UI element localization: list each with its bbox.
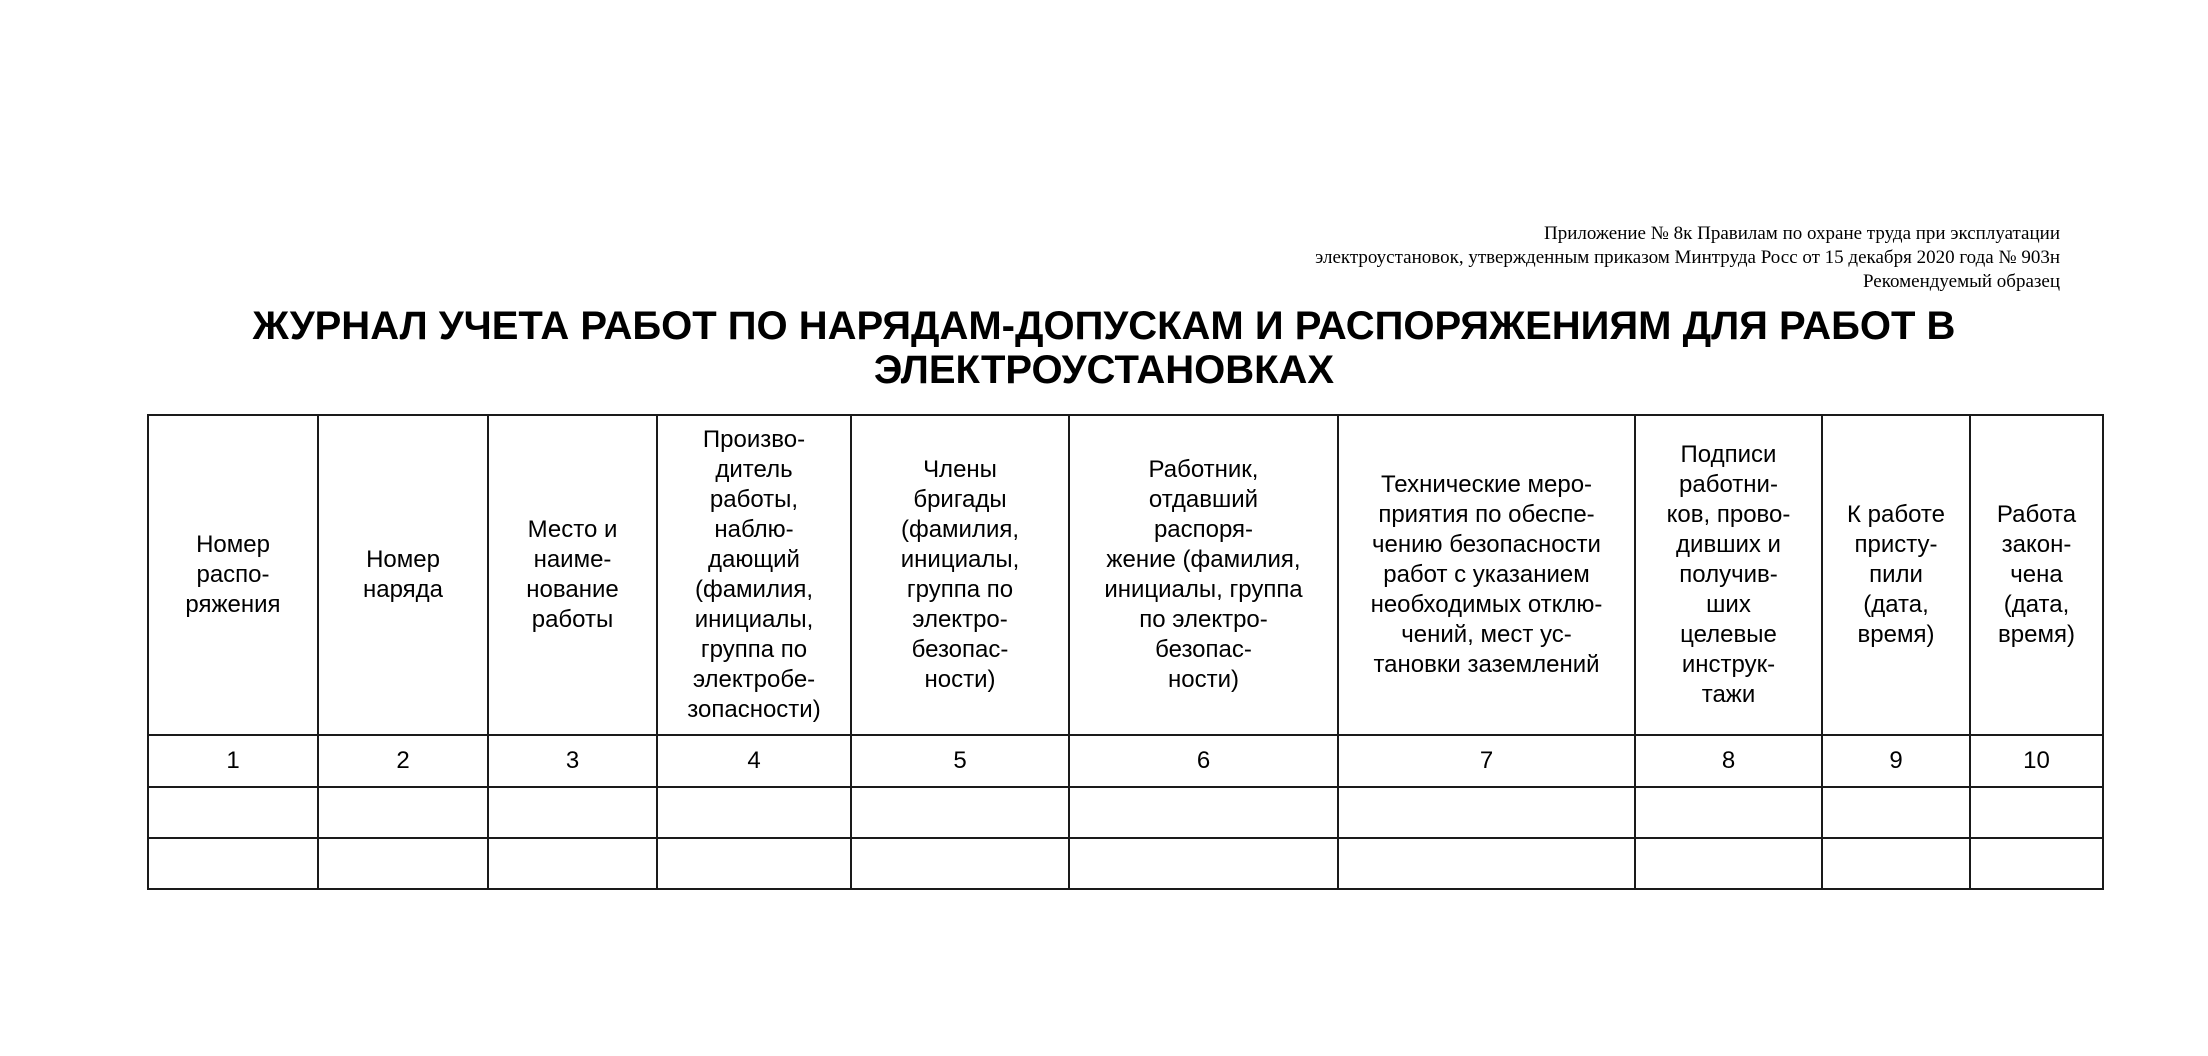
header-note-line-1: Приложение № 8к Правилам по охране труда при эксплуатации [1544,223,2060,244]
empty-cell [657,787,851,838]
empty-cell [851,838,1069,889]
empty-cell [1338,838,1635,889]
column-number: 7 [1338,735,1635,787]
column-header-briefing-signatures: Подписи работни- ков, прово- дивших и получив- ших целевые инструк- тажи [1635,415,1822,735]
empty-cell [488,838,657,889]
empty-cell [1822,787,1970,838]
column-number: 2 [318,735,488,787]
column-header-order-issuer: Работник, отдавший распоря- жение (фамилия, инициалы, группа по электро- безопас- ности) [1069,415,1338,735]
column-number: 8 [1635,735,1822,787]
empty-cell [851,787,1069,838]
empty-cell [1069,838,1338,889]
empty-cell [318,838,488,889]
empty-cell [318,787,488,838]
column-number: 6 [1069,735,1338,787]
column-header-safety-measures: Технические меро- приятия по обеспе- чению безопасности работ с указанием необходимых отклю- чений, мест ус- тановки заземлений [1338,415,1635,735]
column-number: 3 [488,735,657,787]
column-header-order-number: Номер распо- ряжения [148,415,318,735]
empty-cell [1822,838,1970,889]
column-number-row [148,735,2103,787]
column-number: 10 [1970,735,2103,787]
header-row [148,415,2103,735]
empty-cell [148,838,318,889]
empty-cell [657,838,851,889]
column-header-work-finished: Работа закон- чена (дата, время) [1970,415,2103,735]
empty-cell [1338,787,1635,838]
table-row [148,787,2103,838]
column-header-permit-number: Номер наряда [318,415,488,735]
column-header-work-place: Место и наиме- нование работы [488,415,657,735]
table-row [148,838,2103,889]
empty-cell [1635,787,1822,838]
column-number: 5 [851,735,1069,787]
column-number: 1 [148,735,318,787]
page-title: ЖУРНАЛ УЧЕТА РАБОТ ПО НАРЯДАМ-ДОПУСКАМ И РАСПОРЯЖЕНИЯМ ДЛЯ РАБОТ В ЭЛЕКТРОУСТАНОВКАХ [252,304,1956,392]
empty-cell [1970,838,2103,889]
column-number: 9 [1822,735,1970,787]
journal-table [147,414,2104,890]
header-note [860,222,2060,294]
header-note-line-3: Рекомендуемый образец [1862,271,2060,292]
column-header-work-manager: Произво- дитель работы, наблю- дающий (фамилия, инициалы, группа по электробе- зопасности) [657,415,851,735]
empty-cell [1069,787,1338,838]
empty-cell [488,787,657,838]
column-header-work-started: К работе присту- пили (дата, время) [1822,415,1970,735]
column-number: 4 [657,735,851,787]
empty-cell [1970,787,2103,838]
empty-cell [1635,838,1822,889]
column-header-team-members: Члены бригады (фамилия, инициалы, группа по электро- безопас- ности) [851,415,1069,735]
empty-cell [148,787,318,838]
header-note-line-2: электроустановок, утвержденным приказом Минтруда Росс от 15 декабря 2020 года № 903н [1315,247,2060,268]
